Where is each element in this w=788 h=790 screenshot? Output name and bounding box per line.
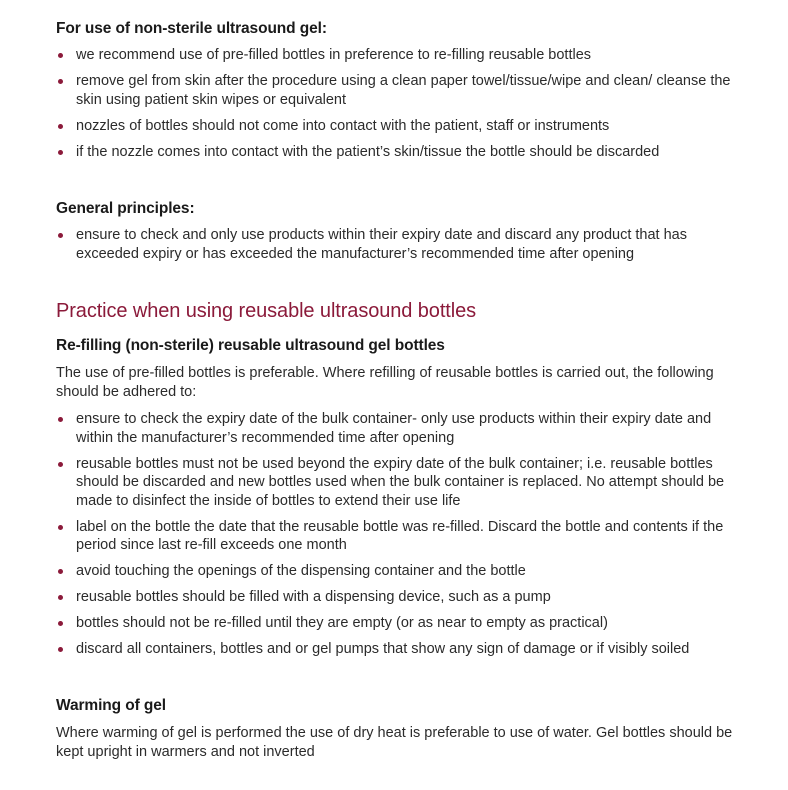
general-principles-list [56, 226, 746, 271]
list-item: bottles should not be re-filled until they are empty (or as near to empty as practical) [56, 614, 746, 633]
refilling-list [56, 410, 746, 666]
list-item: reusable bottles must not be used beyond the expiry date of the bulk container; i.e. reusable bottles should be discarded and new bottles used when the bulk container is replaced. No attempt should be made to disinfect the inside of bottles to extend their use life [56, 455, 746, 511]
list-item: label on the bottle the date that the reusable bottle was re-filled. Discard the bottle and contents if the period since last re-fill exceeds one month [56, 518, 746, 555]
non-sterile-list [56, 46, 746, 169]
warming-heading: Warming of gel [56, 697, 166, 714]
list-item: remove gel from skin after the procedure using a clean paper towel/tissue/wipe and clean/ cleanse the skin using patient skin wipes or equivalent [56, 72, 746, 109]
list-item: nozzles of bottles should not come into contact with the patient, staff or instruments [56, 117, 746, 136]
practice-heading: Practice when using reusable ultrasound bottles [56, 300, 476, 322]
list-item: reusable bottles should be filled with a dispensing device, such as a pump [56, 588, 746, 607]
refilling-subheading: Re-filling (non-sterile) reusable ultrasound gel bottles [56, 337, 445, 354]
list-item: we recommend use of pre-filled bottles in preference to re-filling reusable bottles [56, 46, 746, 65]
general-principles-heading: General principles: [56, 200, 195, 217]
list-item: discard all containers, bottles and or gel pumps that show any sign of damage or if visibly soiled [56, 640, 746, 659]
list-item: ensure to check and only use products within their expiry date and discard any product that has exceeded expiry or has exceeded the manufacturer’s recommended time after opening [56, 226, 746, 263]
list-item: ensure to check the expiry date of the bulk container- only use products within their expiry date and within the manufacturer’s recommended time after opening [56, 410, 746, 447]
non-sterile-heading: For use of non-sterile ultrasound gel: [56, 20, 327, 37]
warming-text: Where warming of gel is performed the use of dry heat is preferable to use of water. Gel bottles should be kept upright in warmers and not inverted [56, 725, 733, 760]
list-item: if the nozzle comes into contact with the patient’s skin/tissue the bottle should be discarded [56, 143, 746, 162]
refilling-intro: The use of pre-filled bottles is preferable. Where refilling of reusable bottles is carried out, the following should be adhered to: [56, 365, 714, 400]
list-item: avoid touching the openings of the dispensing container and the bottle [56, 562, 746, 581]
